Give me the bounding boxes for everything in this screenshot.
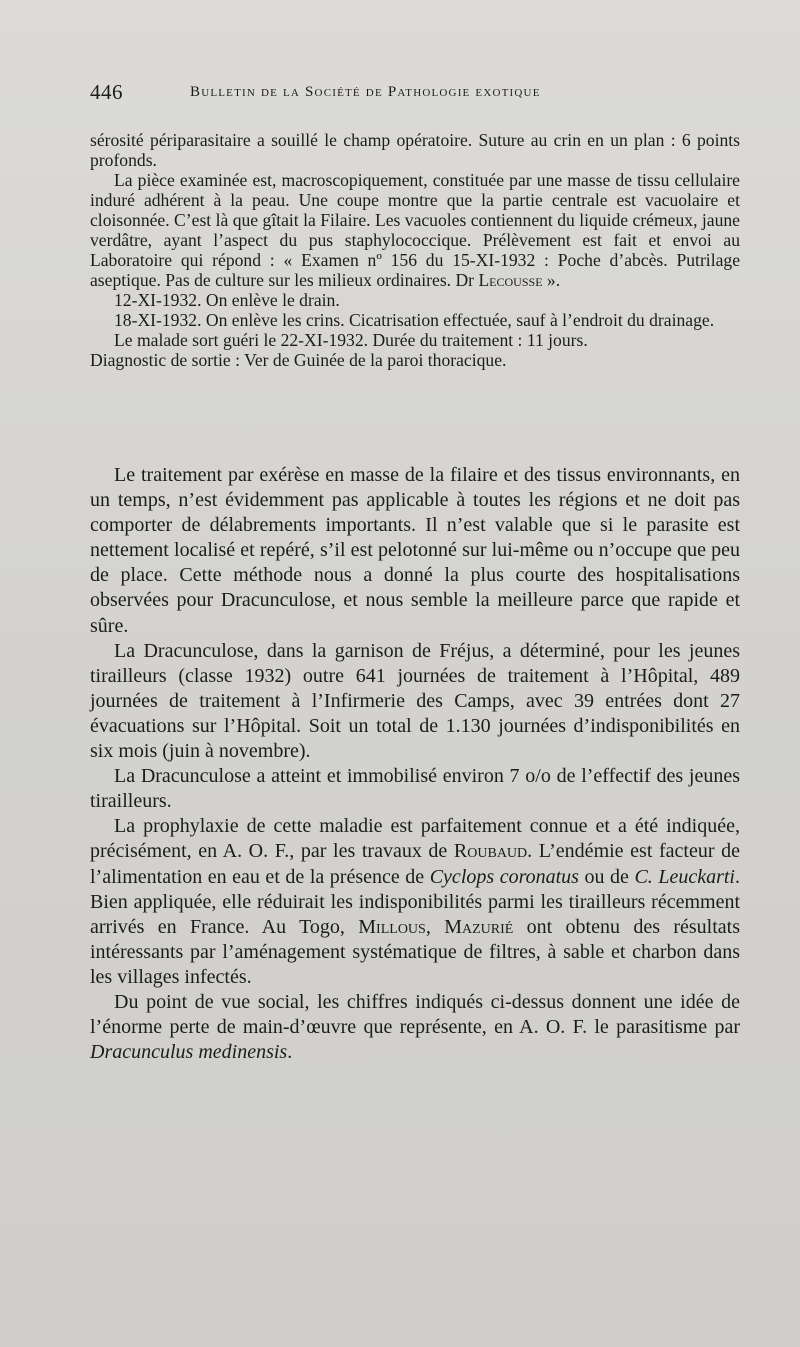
- case-paragraph: [90, 290, 740, 310]
- case-text: 12-XI-1932. On enlève le drain.: [114, 290, 340, 310]
- case-paragraph: [90, 130, 740, 170]
- body-text-span: La Dracunculose a atteint et immobilisé environ 7 o/o de l’effectif des jeunes tirailleurs.: [90, 765, 740, 813]
- species-name: C. Leuckarti: [634, 865, 735, 888]
- author-name: Millous: [358, 915, 426, 938]
- case-text: La pièce examinée est, macroscopiquement, constituée par une masse de tissu cellulaire induré adhérent à la peau. Une coupe montre que la partie centrale est vacuolaire et cloisonnée. C’est là que gîtait la Filaire. Les vacuoles contiennent du liquide crémeux, jaune verdâtre, ayant l’aspect du pus staphylococcique. Prélèvement est fait et envoi au Laboratoire qui répond : « Examen nº 156 du 15-XI-1932 : Poche d’abcès. Putrilage aseptique. Pas de culture sur les milieux ordinaires. Dr: [90, 170, 740, 290]
- case-text: 18-XI-1932. On enlève les crins. Cicatrisation effectuée, sauf à l’endroit du drainage.: [114, 310, 715, 330]
- running-title: Bulletin de la Société de Pathologie exotique: [190, 84, 541, 100]
- body-text-span: La prophylaxie de cette maladie est parfaitement connue et a été indiquée, précisément, en A. O. F., par les travaux de: [90, 815, 740, 863]
- case-text: sérosité périparasitaire a souillé le champ opératoire. Suture au crin en un plan : 6 points profonds.: [90, 130, 740, 170]
- body-text-span: ,: [425, 915, 445, 938]
- body-paragraph: [90, 764, 740, 814]
- author-name: Roubaud: [453, 840, 528, 863]
- species-name: Cyclops coronatus: [429, 865, 579, 888]
- body-text-span: ou de: [578, 865, 635, 888]
- body-text-span: Le traitement par exérèse en masse de la filaire et des tissus environnants, en un temps, n’est évidemment pas applicable à toutes les régions et ne doit pas comporter de délabrements importants. Il n’est valable que si le parasite est nettement localisé et repéré, s’il est pelotonné sur lui-même ou n’occupe que peu de place. Cette méthode nous a donné la plus courte des hospitalisations observées pour Dracunculose, et nous semble la meilleure parce que rapide et sûre.: [90, 464, 740, 637]
- body-text-span: La Dracunculose, dans la garnison de Fréjus, a déterminé, pour les jeunes tirailleurs (classe 1932) outre 641 journées de traitement à l’Hôpital, 489 journées de traitement à l’Infirmerie des Camps, avec 39 entrées dont 27 évacuations sur l’Hôpital. Soit un total de 1.130 journées d’indisponibilités en six mois (juin à novembre).: [90, 639, 740, 763]
- species-name: Dracunculus medinensis: [90, 1041, 288, 1064]
- case-paragraph: [90, 310, 740, 330]
- case-text: Diagnostic de sortie : Ver de Guinée de la paroi thoracique.: [90, 350, 507, 370]
- page-header: [90, 80, 740, 110]
- author-name: Mazurié: [444, 915, 514, 938]
- case-paragraph: [90, 330, 740, 350]
- body-text-span: ont obtenu des résultats intéressants par l’aménagement systématique de filtres, à sable et charbon dans les villages infectés.: [90, 915, 740, 988]
- body-paragraph: [90, 463, 740, 639]
- body-text-span: . Bien appliquée, elle réduirait les indisponibilités parmi les tirailleurs récemment arrivés en France. Au Togo,: [90, 865, 740, 938]
- author-name: Lecousse: [478, 270, 543, 290]
- body-paragraph: [90, 639, 740, 764]
- case-text: Le malade sort guéri le 22-XI-1932. Durée du traitement : 11 jours.: [114, 330, 588, 350]
- case-notes: [90, 130, 740, 370]
- page-number: 446: [90, 80, 123, 104]
- case-paragraph: [90, 170, 740, 290]
- case-text: ».: [542, 270, 561, 290]
- body-text-span: . L’endémie est facteur de l’alimentation en eau et de la présence de: [90, 840, 740, 888]
- body-text-span: .: [287, 1041, 293, 1064]
- body-text-span: Du point de vue social, les chiffres indiqués ci-dessus donnent une idée de l’énorme perte de main-d’œuvre que représente, en A. O. F. le parasitisme par: [90, 990, 740, 1039]
- body-paragraph: [90, 990, 740, 1065]
- body-paragraph: [90, 814, 740, 990]
- case-paragraph: [90, 350, 740, 370]
- body-text: [90, 463, 740, 1065]
